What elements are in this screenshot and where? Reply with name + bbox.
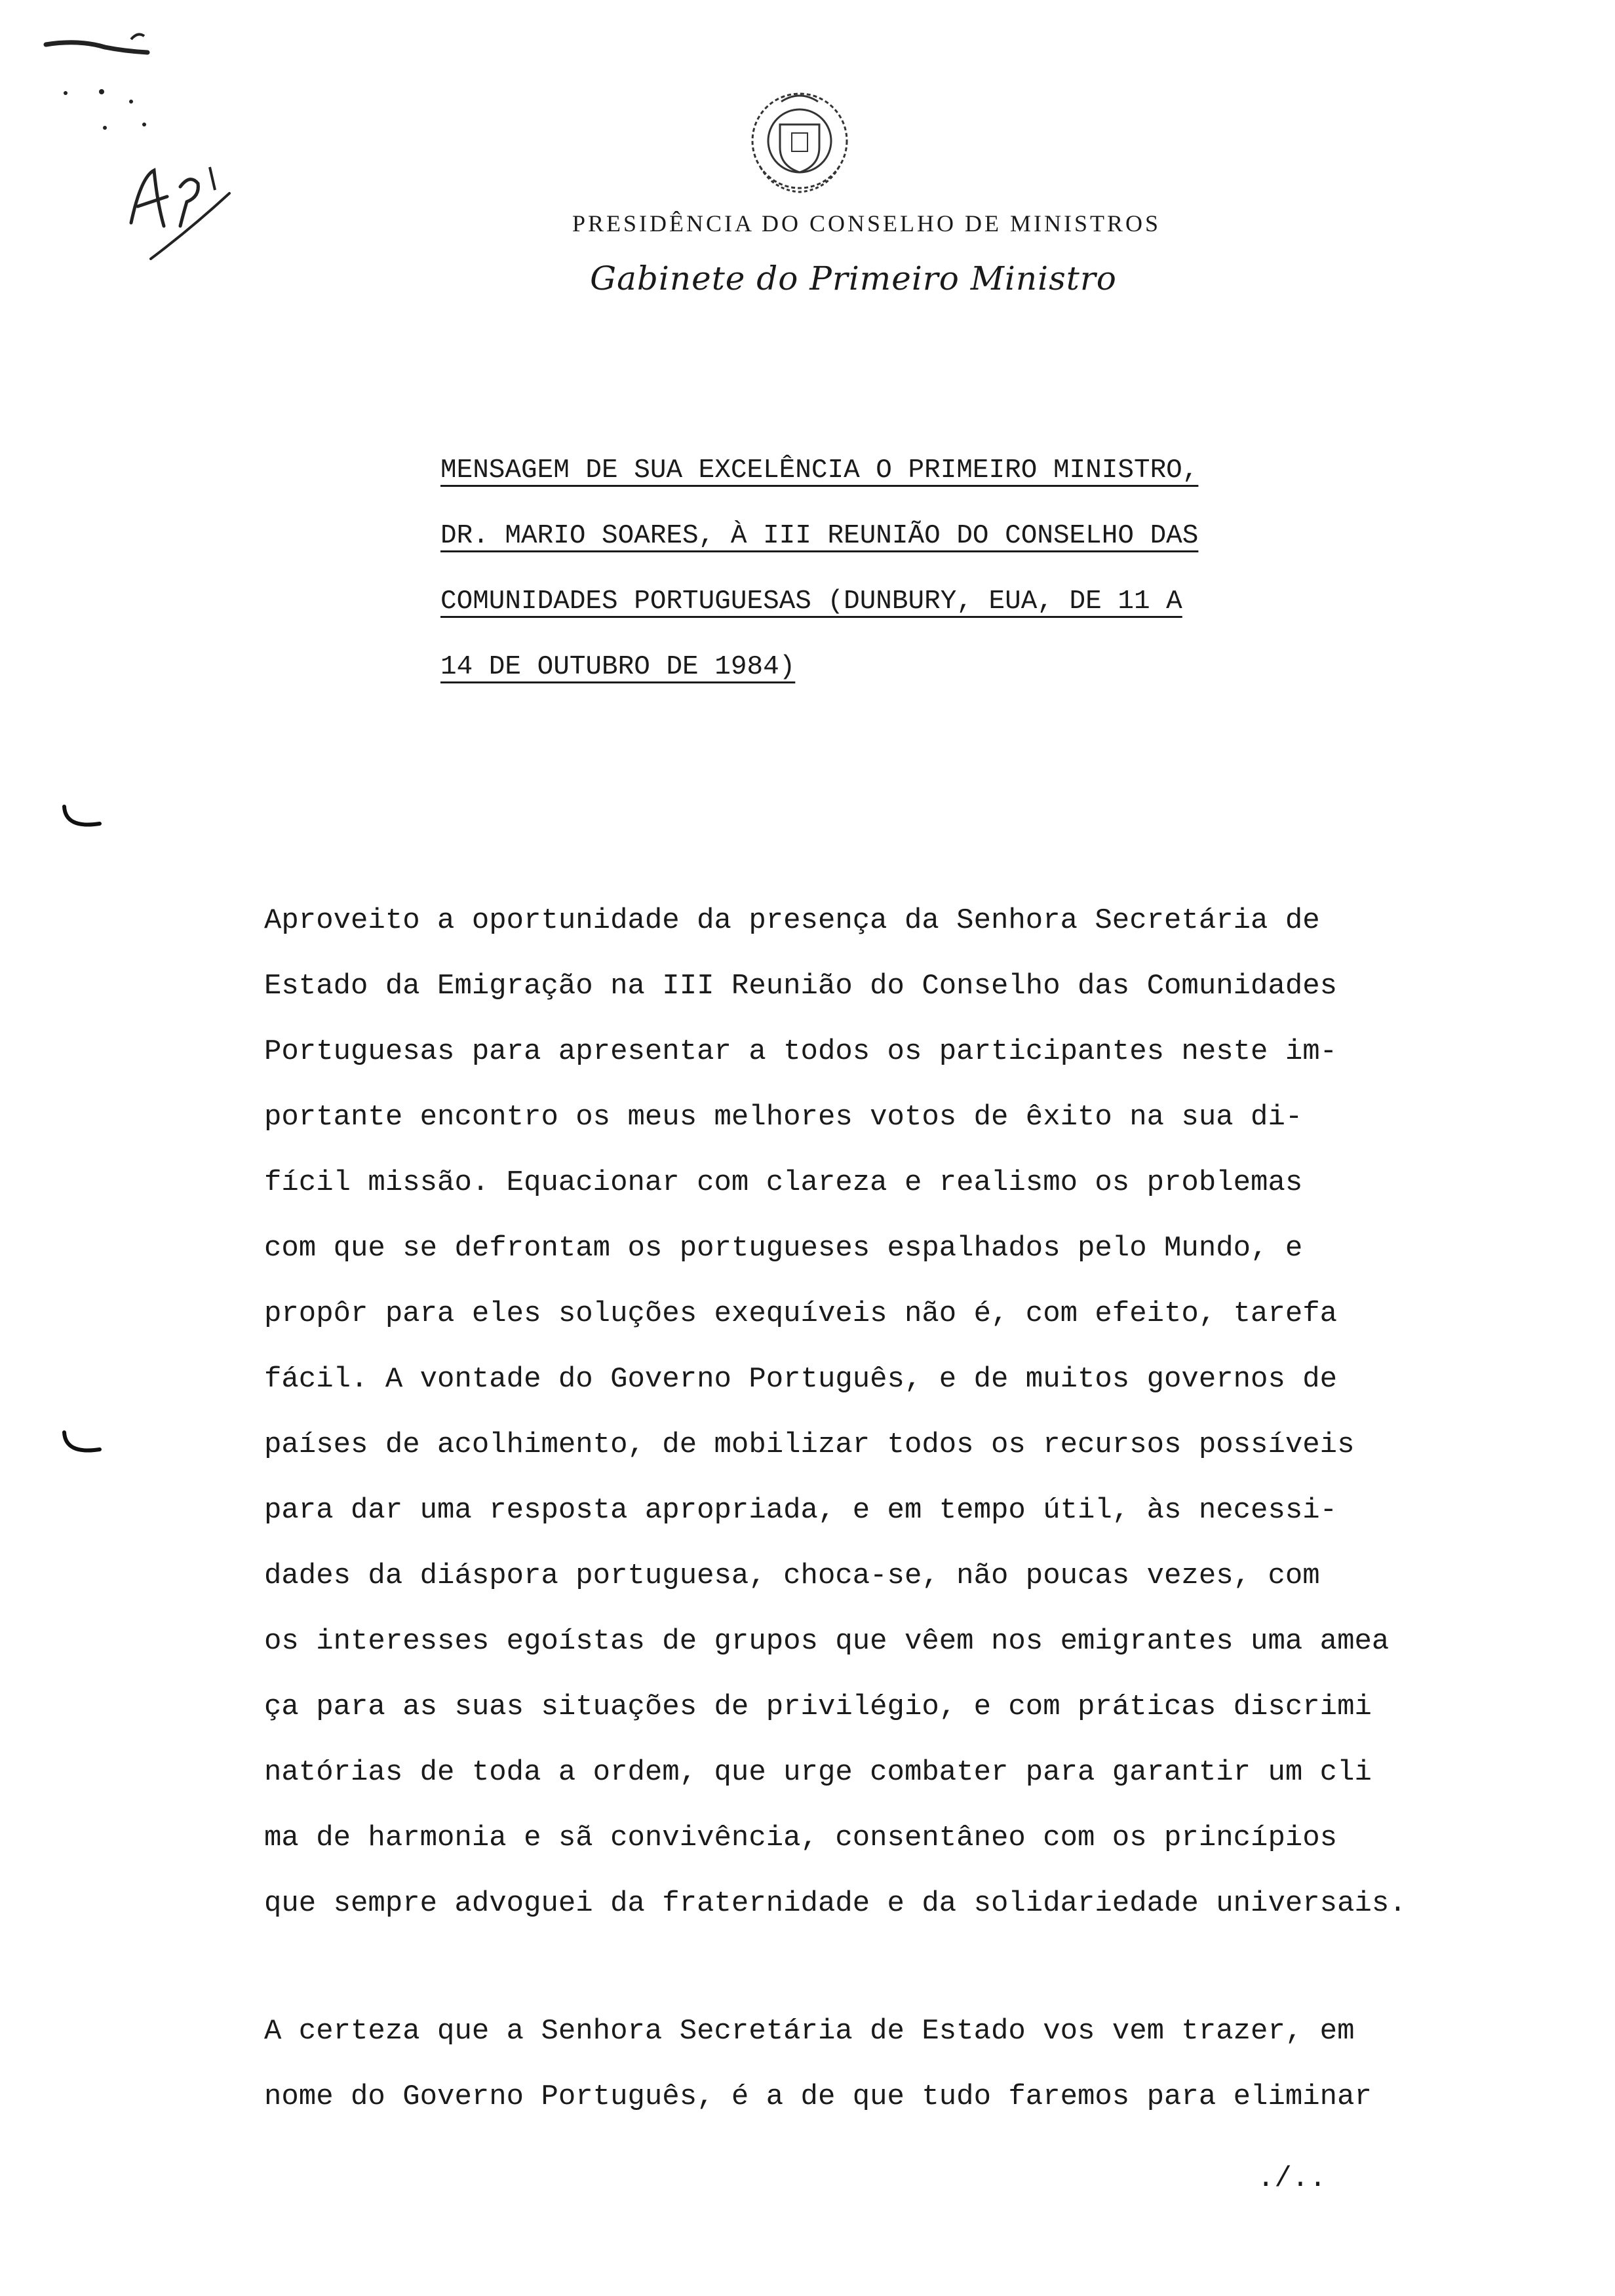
heading-line: DR. MARIO SOARES, À III REUNIÃO DO CONSELHO DAS: [440, 521, 1199, 551]
text-line: Estado da Emigração na III Reunião do Conselho das Comunidades: [264, 970, 1338, 1003]
text-line: ma de harmonia e sã convivência, consentâneo com os princípios: [264, 1822, 1338, 1854]
handwritten-corner-mark: [39, 13, 170, 138]
text-line: países de acolhimento, de mobilizar todos os recursos possíveis: [264, 1428, 1355, 1461]
text-line: propôr para eles soluções exequíveis não é, com efeito, tarefa: [264, 1297, 1338, 1330]
heading-line: MENSAGEM DE SUA EXCELÊNCIA O PRIMEIRO MINISTRO,: [440, 455, 1199, 486]
text-line: A certeza que a Senhora Secretária de Estado vos vem trazer, em: [264, 2015, 1355, 2048]
text-line: dades da diáspora portuguesa, choca-se, não poucas vezes, com: [264, 1559, 1320, 1592]
margin-tick-mark: [59, 803, 105, 835]
body-paragraph-1: [264, 888, 1562, 1936]
letterhead-subtitle: Gabinete do Primeiro Ministro: [590, 259, 1117, 297]
document-heading: [440, 438, 1384, 700]
text-line: com que se defrontam os portugueses espalhados pelo Mundo, e: [264, 1232, 1303, 1265]
text-line: ça para as suas situações de privilégio, e com práticas discrimi: [264, 1691, 1372, 1723]
text-line: fácil. A vontade do Governo Português, e de muitos governos de: [264, 1363, 1338, 1396]
text-line: Aproveito a oportunidade da presença da Senhora Secretária de: [264, 904, 1320, 937]
text-line: que sempre advoguei da fraternidade e da solidariedade universais.: [264, 1887, 1407, 1920]
text-line: os interesses egoístas de grupos que vêem nos emigrantes uma amea: [264, 1625, 1390, 1658]
heading-line: COMUNIDADES PORTUGUESAS (DUNBURY, EUA, DE 11 A: [440, 586, 1182, 617]
text-line: para dar uma resposta apropriada, e em tempo útil, às necessi-: [264, 1494, 1338, 1527]
text-line: natórias de toda a ordem, que urge combater para garantir um cli: [264, 1756, 1372, 1789]
text-line: fícil missão. Equacionar com clareza e realismo os problemas: [264, 1166, 1303, 1199]
text-line: Portuguesas para apresentar a todos os participantes neste im-: [264, 1035, 1338, 1068]
page-continuation-mark: ./..: [1257, 2162, 1327, 2195]
text-line: nome do Governo Português, é a de que tudo faremos para eliminar: [264, 2080, 1372, 2113]
margin-tick-mark: [59, 1428, 105, 1461]
heading-line: 14 DE OUTUBRO DE 1984): [440, 652, 796, 682]
body-paragraph-2: [264, 1999, 1562, 2130]
government-seal-icon: [734, 75, 865, 206]
letterhead-title: PRESIDÊNCIA DO CONSELHO DE MINISTROS: [572, 210, 1161, 237]
letterhead: [0, 210, 1615, 297]
text-line: portante encontro os meus melhores votos de êxito na sua di-: [264, 1101, 1303, 1134]
